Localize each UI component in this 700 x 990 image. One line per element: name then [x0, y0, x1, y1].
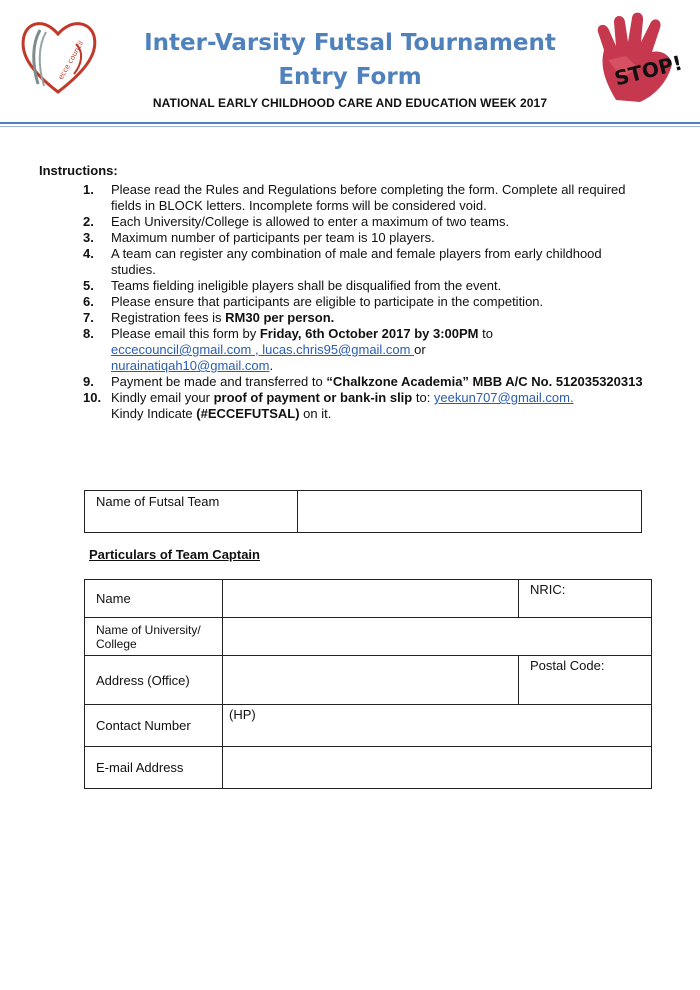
email-link-eccecouncil[interactable]: eccecouncil@gmail.com [111, 342, 252, 357]
university-label: Name of University/ College [85, 618, 223, 656]
email-link-nurainatiqah[interactable]: nurainatiqah10@gmail.com [111, 358, 270, 373]
nric-label: NRIC: [530, 582, 566, 597]
captain-table [84, 579, 652, 789]
nric-field[interactable] [519, 580, 652, 618]
instructions-title: Instructions: [39, 163, 118, 178]
email-link-yeekun[interactable]: yeekun707@gmail.com. [433, 390, 574, 405]
form-subtitle: NATIONAL EARLY CHILDHOOD CARE AND EDUCATION WEEK 2017 [152, 96, 548, 110]
hp-label: (HP) [229, 707, 256, 722]
team-name-label: Name of Futsal Team [85, 491, 298, 533]
left-logo-text: ecce council [56, 39, 86, 81]
captain-section-title: Particulars of Team Captain [89, 547, 260, 562]
university-field[interactable] [223, 618, 652, 656]
instructions-list [83, 182, 643, 422]
form-title-line2: Entry Form [278, 64, 422, 90]
contact-field[interactable] [223, 705, 652, 747]
instruction-item: 4. A team can register any combination of male and female players from early childhood studies. [83, 246, 602, 277]
header-divider-thin [0, 126, 700, 127]
postal-code-label: Postal Code: [530, 658, 605, 673]
instruction-item: 8. Please email this form by Friday, 6th October 2017 by 3:00PM to eccecouncil@gmail.com , lucas.chris95@gmail.com or nurainatiqah10@gmail.com. [83, 326, 493, 373]
instruction-item: 10. Kindly email your proof of payment or bank-in slip to: yeekun707@gmail.com. Kindy Indicate (#ECCEFUTSAL) on it. [83, 390, 574, 421]
name-field[interactable] [223, 580, 519, 618]
stop-hand-logo [586, 10, 694, 110]
contact-label: Contact Number [85, 705, 223, 747]
email-field[interactable] [223, 747, 652, 789]
instruction-item: 5. Teams fielding ineligible players shall be disqualified from the event. [83, 278, 502, 293]
name-label: Name [85, 580, 223, 618]
address-field[interactable] [223, 656, 519, 705]
postal-code-field[interactable] [519, 656, 652, 705]
team-name-table [84, 490, 642, 533]
instruction-item: 3. Maximum number of participants per team is 10 players. [83, 230, 435, 245]
form-title-line1: Inter-Varsity Futsal Tournament [144, 30, 556, 56]
instruction-item: 6. Please ensure that participants are eligible to participate in the competition. [83, 294, 544, 309]
instruction-item: 2. Each University/College is allowed to enter a maximum of two teams. [83, 214, 510, 229]
email-link-lucas[interactable]: , lucas.chris95@gmail.com [251, 342, 415, 357]
team-name-field[interactable] [298, 491, 642, 533]
instruction-item: 1. Please read the Rules and Regulations before completing the form. Complete all required fields in BLOCK letters. Incomplete forms will be considered void. [83, 182, 626, 213]
instruction-item: 9. Payment be made and transferred to “Chalkzone Academia” MBB A/C No. 512035320313 [83, 374, 643, 389]
instruction-item: 7. Registration fees is RM30 per person. [83, 310, 335, 325]
header-divider [0, 122, 700, 124]
right-logo-text: STOP! [612, 50, 685, 91]
email-label: E-mail Address [85, 747, 223, 789]
address-label: Address (Office) [85, 656, 223, 705]
